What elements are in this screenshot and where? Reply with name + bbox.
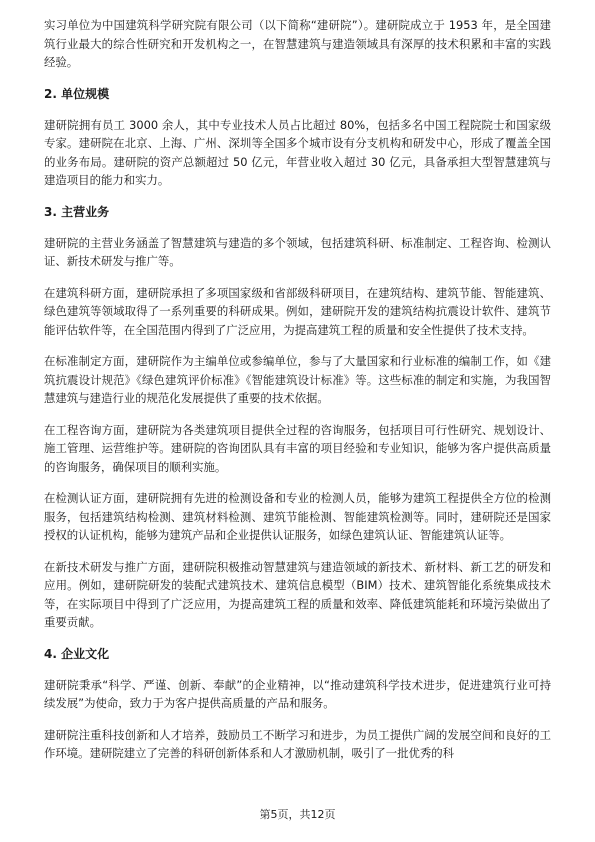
paragraph-standards: 在标准制定方面，建研院作为主编单位或参编单位，参与了大量国家和行业标准的编制工作，如《建筑抗震设计规范》《绿色建筑评价标准》《智能建筑设计标准》等。这些标准的制定和实施，为我国智慧建筑与建造行业的规范化发展提供了重要的技术依据。 (44, 354, 551, 405)
section-title-culture: 4. 企业文化 (44, 646, 110, 661)
page-number-footer: 第5页，共12页 (259, 808, 336, 821)
section-title-scale: 2. 单位规模 (44, 86, 110, 101)
paragraph-culture-spirit: 建研院秉承“科学、严谨、创新、奉献”的企业精神，以“推动建筑科学技术进步，促进建筑行业可持续发展”为使命，致力于为客户提供高质量的产品和服务。 (44, 677, 551, 710)
paragraph-research: 在建筑科研方面，建研院承担了多项国家级和省部级科研项目，在建筑结构、建筑节能、智能建筑、绿色建筑等领域取得了一系列重要的科研成果。例如，建研院开发的建筑结构抗震设计软件、建筑节能评估软件等，在全国范围内得到了广泛应用，为提高建筑工程的质量和安全性提供了技术支持。 (44, 285, 551, 337)
paragraph-intro: 实习单位为中国建筑科学研究院有限公司（以下简称“建研院”）。建研院成立于 1953 年，是全国建筑行业最大的综合性研究和开发机构之一，在智慧建筑与建造领域具有深厚的技术积累和丰富的实践经验。 (44, 18, 551, 69)
paragraph-scale: 建研院拥有员工 3000 余人，其中专业技术人员占比超过 80%，包括多名中国工程院院士和国家级专家。建研院在北京、上海、广州、深圳等全国多个城市设有分支机构和研发中心，形成了覆盖全国的业务布局。建研院的资产总额超过 50 亿元，年营业收入超过 30 亿元，具备承担大型智慧建筑与建造项目的能力和实力。 (44, 117, 551, 187)
section-title-business: 3. 主营业务 (44, 204, 110, 219)
paragraph-culture-talent: 建研院注重科技创新和人才培养，鼓励员工不断学习和进步，为员工提供广阔的发展空间和良好的工作环境。建研院建立了完善的科研创新体系和人才激励机制，吸引了一批优秀的科 (44, 727, 551, 760)
paragraph-business-overview: 建研院的主营业务涵盖了智慧建筑与建造的多个领域，包括建筑科研、标准制定、工程咨询、检测认证、新技术研发与推广等。 (44, 235, 551, 268)
paragraph-consulting: 在工程咨询方面，建研院为各类建筑项目提供全过程的咨询服务，包括项目可行性研究、规划设计、施工管理、运营维护等。建研院的咨询团队具有丰富的项目经验和专业知识，能够为客户提供高质量的咨询服务，确保项目的顺利实施。 (44, 422, 551, 474)
paragraph-new-tech: 在新技术研发与推广方面，建研院积极推动智慧建筑与建造领域的新技术、新材料、新工艺的研发和应用。例如，建研院研发的装配式建筑技术、建筑信息模型（BIM）技术、建筑智能化系统集成技术等，在实际项目中得到了广泛应用，为提高建筑工程的质量和效率、降低建筑能耗和环境污染做出了重要贡献。 (44, 559, 551, 629)
paragraph-testing: 在检测认证方面，建研院拥有先进的检测设备和专业的检测人员，能够为建筑工程提供全方位的检测服务，包括建筑结构检测、建筑材料检测、建筑节能检测、智能建筑检测等。同时，建研院还是国家授权的认证机构，能够为建筑产品和企业提供认证服务，如绿色建筑认证、智能建筑认证等。 (44, 491, 551, 542)
